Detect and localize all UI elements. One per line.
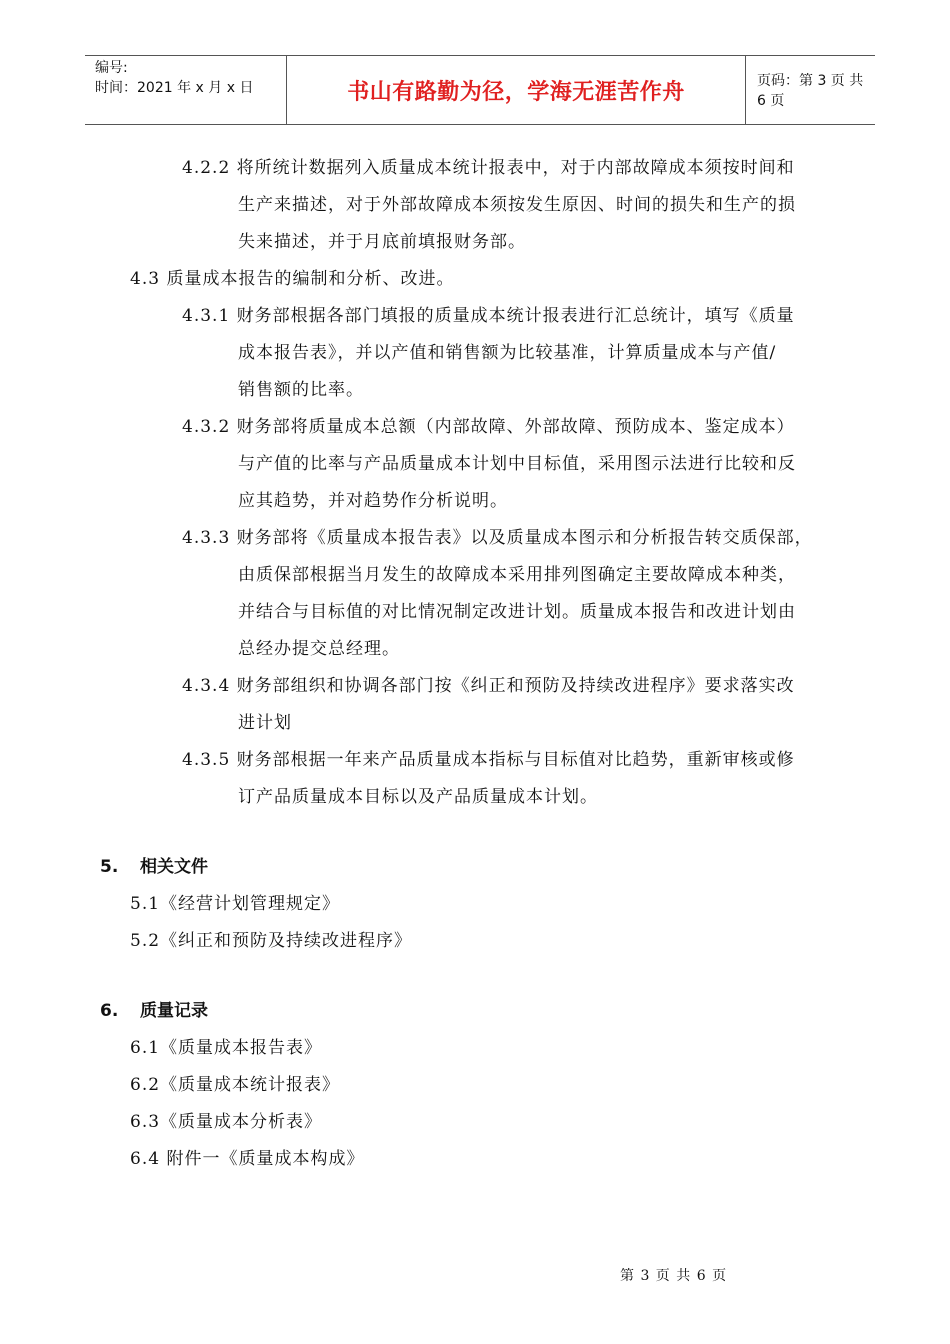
clause-4-3-5-line-2: 订产品质量成本目标以及产品质量成本计划。	[238, 787, 598, 807]
clause-4-3-3-line-1: 4.3.3 财务部将《质量成本报告表》以及质量成本图示和分析报告转交质保部，	[182, 528, 813, 548]
clause-4-3-1-line-2: 成本报告表》，并以产值和销售额为比较基准，计算质量成本与产值/	[238, 343, 777, 363]
clause-4-3-3-line-2: 由质保部根据当月发生的故障成本采用排列图确定主要故障成本种类，	[238, 565, 796, 585]
section-5-title: 相关文件	[140, 857, 208, 877]
clause-4-3-3-line-3: 并结合与目标值的对比情况制定改进计划。质量成本报告和改进计划由	[238, 602, 796, 622]
clause-4-3-2-line-2: 与产值的比率与产品质量成本计划中目标值，采用图示法进行比较和反	[238, 454, 796, 474]
page-header	[85, 55, 875, 125]
section-6-title: 质量记录	[140, 1001, 208, 1021]
section-6-item: 6.4 附件一《质量成本构成》	[130, 1149, 365, 1169]
section-6-item: 6.1《质量成本报告表》	[130, 1038, 323, 1058]
header-page-label: 页码：第 3 页 共 6 页	[757, 73, 864, 109]
section-5-item: 5.2《纠正和预防及持续改进程序》	[130, 931, 413, 951]
section-6-item: 6.3《质量成本分析表》	[130, 1112, 323, 1132]
header-meta	[95, 58, 285, 98]
clause-4-2-2-line-1: 4.2.2 将所统计数据列入质量成本统计报表中，对于内部故障成本须按时间和	[182, 158, 795, 178]
clause-4-2-2-line-3: 失来描述，并于月底前填报财务部。	[238, 232, 526, 252]
clause-4-3-4-line-1: 4.3.4 财务部组织和协调各部门按《纠正和预防及持续改进程序》要求落实改	[182, 676, 795, 696]
document-number-label: 编号:	[95, 60, 128, 76]
clause-4-3-heading: 4.3 质量成本报告的编制和分析、改进。	[130, 269, 455, 289]
section-6-number: 6.	[100, 1001, 119, 1021]
clause-4-3-1-line-1: 4.3.1 财务部根据各部门填报的质量成本统计报表进行汇总统计，填写《质量	[182, 306, 795, 326]
page-footer: 第 3 页 共 6 页	[620, 1268, 728, 1284]
clause-4-2-2-line-2: 生产来描述，对于外部故障成本须按发生原因、时间的损失和生产的损	[238, 195, 796, 215]
clause-4-3-5-line-1: 4.3.5 财务部根据一年来产品质量成本指标与目标值对比趋势，重新审核或修	[182, 750, 795, 770]
clause-4-3-4-line-2: 进计划	[238, 713, 292, 733]
document-date-label: 时间：2021 年 x 月 x 日	[95, 80, 254, 96]
clause-4-3-2-line-3: 应其趋势，并对趋势作分析说明。	[238, 491, 508, 511]
header-motto: 书山有路勤为径，学海无涯苦作舟	[286, 56, 746, 124]
section-5-number: 5.	[100, 857, 119, 877]
clause-4-3-1-line-3: 销售额的比率。	[238, 380, 364, 400]
clause-4-3-3-line-4: 总经办提交总经理。	[238, 639, 400, 659]
section-5-item: 5.1《经营计划管理规定》	[130, 894, 341, 914]
clause-4-3-2-line-1: 4.3.2 财务部将质量成本总额（内部故障、外部故障、预防成本、鉴定成本）	[182, 417, 795, 437]
section-5-heading	[100, 849, 208, 886]
section-6-heading	[100, 993, 208, 1030]
section-6-item: 6.2《质量成本统计报表》	[130, 1075, 341, 1095]
